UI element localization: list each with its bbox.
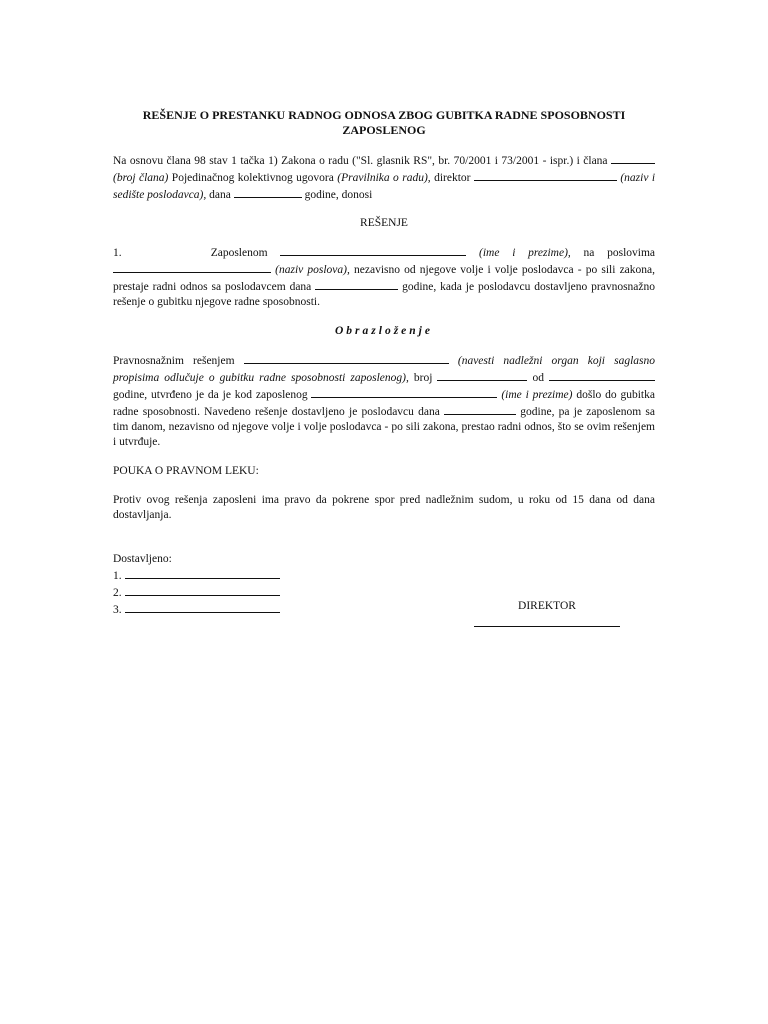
intro-text-5: direktor	[434, 172, 471, 184]
obrazlozenje-text-3: broj	[413, 372, 433, 384]
intro-hint-broj-clana: (broj člana)	[113, 172, 169, 184]
blank-decision-number	[437, 369, 527, 381]
blank-termination-date	[315, 278, 398, 290]
item-1-paragraph	[113, 244, 655, 310]
item-1-number: 1.	[113, 247, 122, 259]
obrazlozenje-paragraph	[113, 352, 655, 450]
item-1-text-3: na poslovima	[583, 247, 656, 259]
dostavljeno-item-3-number: 3.	[113, 604, 122, 616]
blank-job-title	[113, 261, 271, 273]
intro-paragraph	[113, 152, 655, 203]
blank-recipient-2	[125, 584, 280, 596]
obrazlozenje-text-5: godine, utvrđeno je da je kod zaposlenog	[113, 389, 308, 401]
document-body	[113, 108, 655, 618]
blank-clan-number	[611, 152, 655, 164]
dostavljeno-item-1-number: 1.	[113, 570, 122, 582]
obrazlozenje-text-1: Pravnosnažnim rešenjem	[113, 355, 235, 367]
intro-text-7: dana	[209, 189, 231, 201]
item-1-text-6: godine, kada je poslodavcu dostavljeno pravnosnažno rešenje o gubitku njegove radne sposobnosti.	[113, 281, 656, 308]
intro-text-8: godine, donosi	[304, 189, 373, 201]
intro-hint-poslodavac: (naziv i sedište poslodavca),	[113, 172, 656, 201]
item-1-text-1: Zaposlenom	[210, 247, 268, 259]
blank-recipient-3	[125, 601, 280, 613]
title-line-2: ZAPOSLENOG	[342, 123, 426, 137]
obrazlozenje-heading: Obrazloženje	[335, 325, 433, 337]
signature-label: DIREKTOR	[518, 600, 576, 612]
document-title	[113, 108, 655, 138]
item-1-text-5: nezavisno od njegove volje i volje poslodavca - po sili zakona, prestaje radni odnos sa poslodavcem dana	[113, 264, 656, 293]
obrazlozenje-text-4: od	[532, 372, 544, 384]
blank-recipient-1	[125, 567, 280, 579]
blank-delivery-date	[444, 403, 516, 415]
blank-organ	[244, 352, 449, 364]
pouka-text: Protiv ovog rešenja zaposleni ima pravo da pokrene spor pred nadležnim sudom, u roku od 15 dana od dana dostavljanja.	[113, 494, 655, 521]
obrazlozenje-text-8: godine, pa je zaposlenom sa tim danom, nezavisno od njegove volje i volje poslodavca - po sili zakona, prestao radni odnos, što se ovim rešenjem i utvrđuje.	[113, 406, 655, 448]
dostavljeno-item-2-number: 2.	[113, 587, 122, 599]
obrazlozenje-hint-ime: (ime i prezime)	[501, 389, 573, 401]
blank-employee-name	[280, 244, 466, 256]
resenje-heading: REŠENJE	[360, 217, 408, 229]
blank-decision-date	[549, 369, 655, 381]
dostavljeno-label: Dostavljeno:	[113, 553, 172, 565]
blank-date	[234, 186, 302, 198]
blank-director	[474, 169, 617, 181]
item-1-hint-ime: (ime i prezime),	[479, 247, 571, 259]
blank-employee-name-2	[311, 386, 497, 398]
intro-hint-pravilnik: (Pravilnika o radu),	[337, 172, 431, 184]
signature-line	[474, 626, 620, 627]
pouka-heading: POUKA O PRAVNOM LEKU:	[113, 465, 259, 477]
dostavljeno-item-1	[113, 567, 655, 584]
title-line-1: REŠENJE O PRESTANKU RADNOG ODNOSA ZBOG GUBITKA RADNE SPOSOBNOSTI	[142, 108, 626, 122]
intro-text-1: Na osnovu člana 98 stav 1 tačka 1) Zakona o radu ("Sl. glasnik RS", br. 70/2001 i 73/2001 - ispr.) i člana	[113, 155, 608, 167]
item-1-hint-poslova: (naziv poslova),	[275, 264, 350, 276]
obrazlozenje-text-7: došlo do gubitka radne sposobnosti. Navedeno rešenje dostavljeno je poslodavcu dana	[113, 389, 655, 418]
obrazlozenje-hint-organ: (navesti nadležni organ koji saglasno propisima odlučuje o gubitku radne sposobnosti zaposlenog),	[113, 355, 656, 384]
intro-text-3: Pojedinačnog kolektivnog ugovora	[171, 172, 334, 184]
